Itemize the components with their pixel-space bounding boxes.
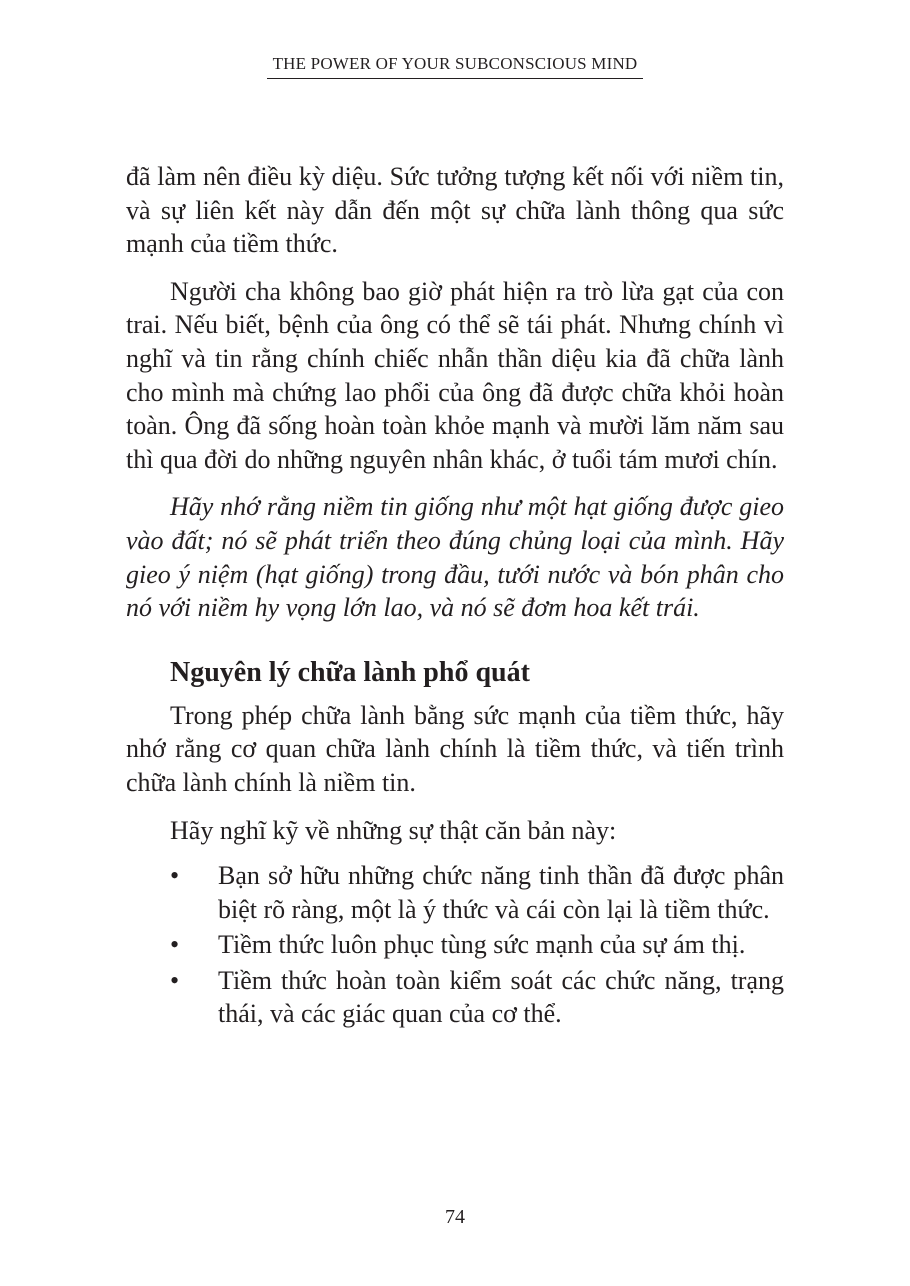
paragraph-list-intro: Hãy nghĩ kỹ về những sự thật căn bản này: xyxy=(170,815,617,845)
section-heading: Nguyên lý chữa lành phổ quát xyxy=(170,656,530,688)
list-item xyxy=(126,928,784,962)
bullet-icon: • xyxy=(170,861,180,891)
fact-list xyxy=(126,859,784,1031)
list-item xyxy=(126,964,784,1031)
list-item-text: Bạn sở hữu những chức năng tinh thần đã được phân biệt rõ ràng, một là ý thức và cái còn lại là tiềm thức. xyxy=(218,861,784,924)
list-item-text: Tiềm thức luôn phục tùng sức mạnh của sự ám thị. xyxy=(218,930,746,960)
page-number: 74 xyxy=(445,1206,465,1228)
page-body xyxy=(126,160,784,1033)
list-item-text: Tiềm thức hoàn toàn kiểm soát các chức năng, trạng thái, và các giác quan của cơ thể. xyxy=(218,965,784,1029)
running-title: THE POWER OF YOUR SUBCONSCIOUS MIND xyxy=(267,54,644,79)
paragraph-healing-principle: Trong phép chữa lành bằng sức mạnh của tiềm thức, hãy nhớ rằng cơ quan chữa lành chính là tiềm thức, và tiến trình chữa lành chính là niềm tin. xyxy=(126,700,784,797)
running-header xyxy=(0,54,910,79)
paragraph-father-story: Người cha không bao giờ phát hiện ra trò lừa gạt của con trai. Nếu biết, bệnh của ông có thể sẽ tái phát. Nhưng chính vì nghĩ và tin rằng chính chiếc nhẫn thần diệu kia đã chữa lành cho mình mà chứng lao phổi của ông đã được chữa khỏi hoàn toàn. Ông đã sống hoàn toàn khỏe mạnh và mười lăm năm sau thì qua đời do những nguyên nhân khác, ở tuổi tám mươi chín. xyxy=(126,276,784,474)
bullet-icon: • xyxy=(170,930,180,960)
italic-quote: Hãy nhớ rằng niềm tin giống như một hạt giống được gieo vào đất; nó sẽ phát triển theo đúng chủng loại của mình. Hãy gieo ý niệm (hạt giống) trong đầu, tưới nước và bón phân cho nó với niềm hy vọng lớn lao, và nó sẽ đơm hoa kết trái. xyxy=(126,492,784,623)
list-item xyxy=(126,859,784,926)
bullet-icon: • xyxy=(170,965,180,995)
paragraph-continuation: đã làm nên điều kỳ diệu. Sức tưởng tượng kết nối với niềm tin, và sự liên kết này dẫn đến một sự chữa lành thông qua sức mạnh của tiềm thức. xyxy=(126,162,784,259)
